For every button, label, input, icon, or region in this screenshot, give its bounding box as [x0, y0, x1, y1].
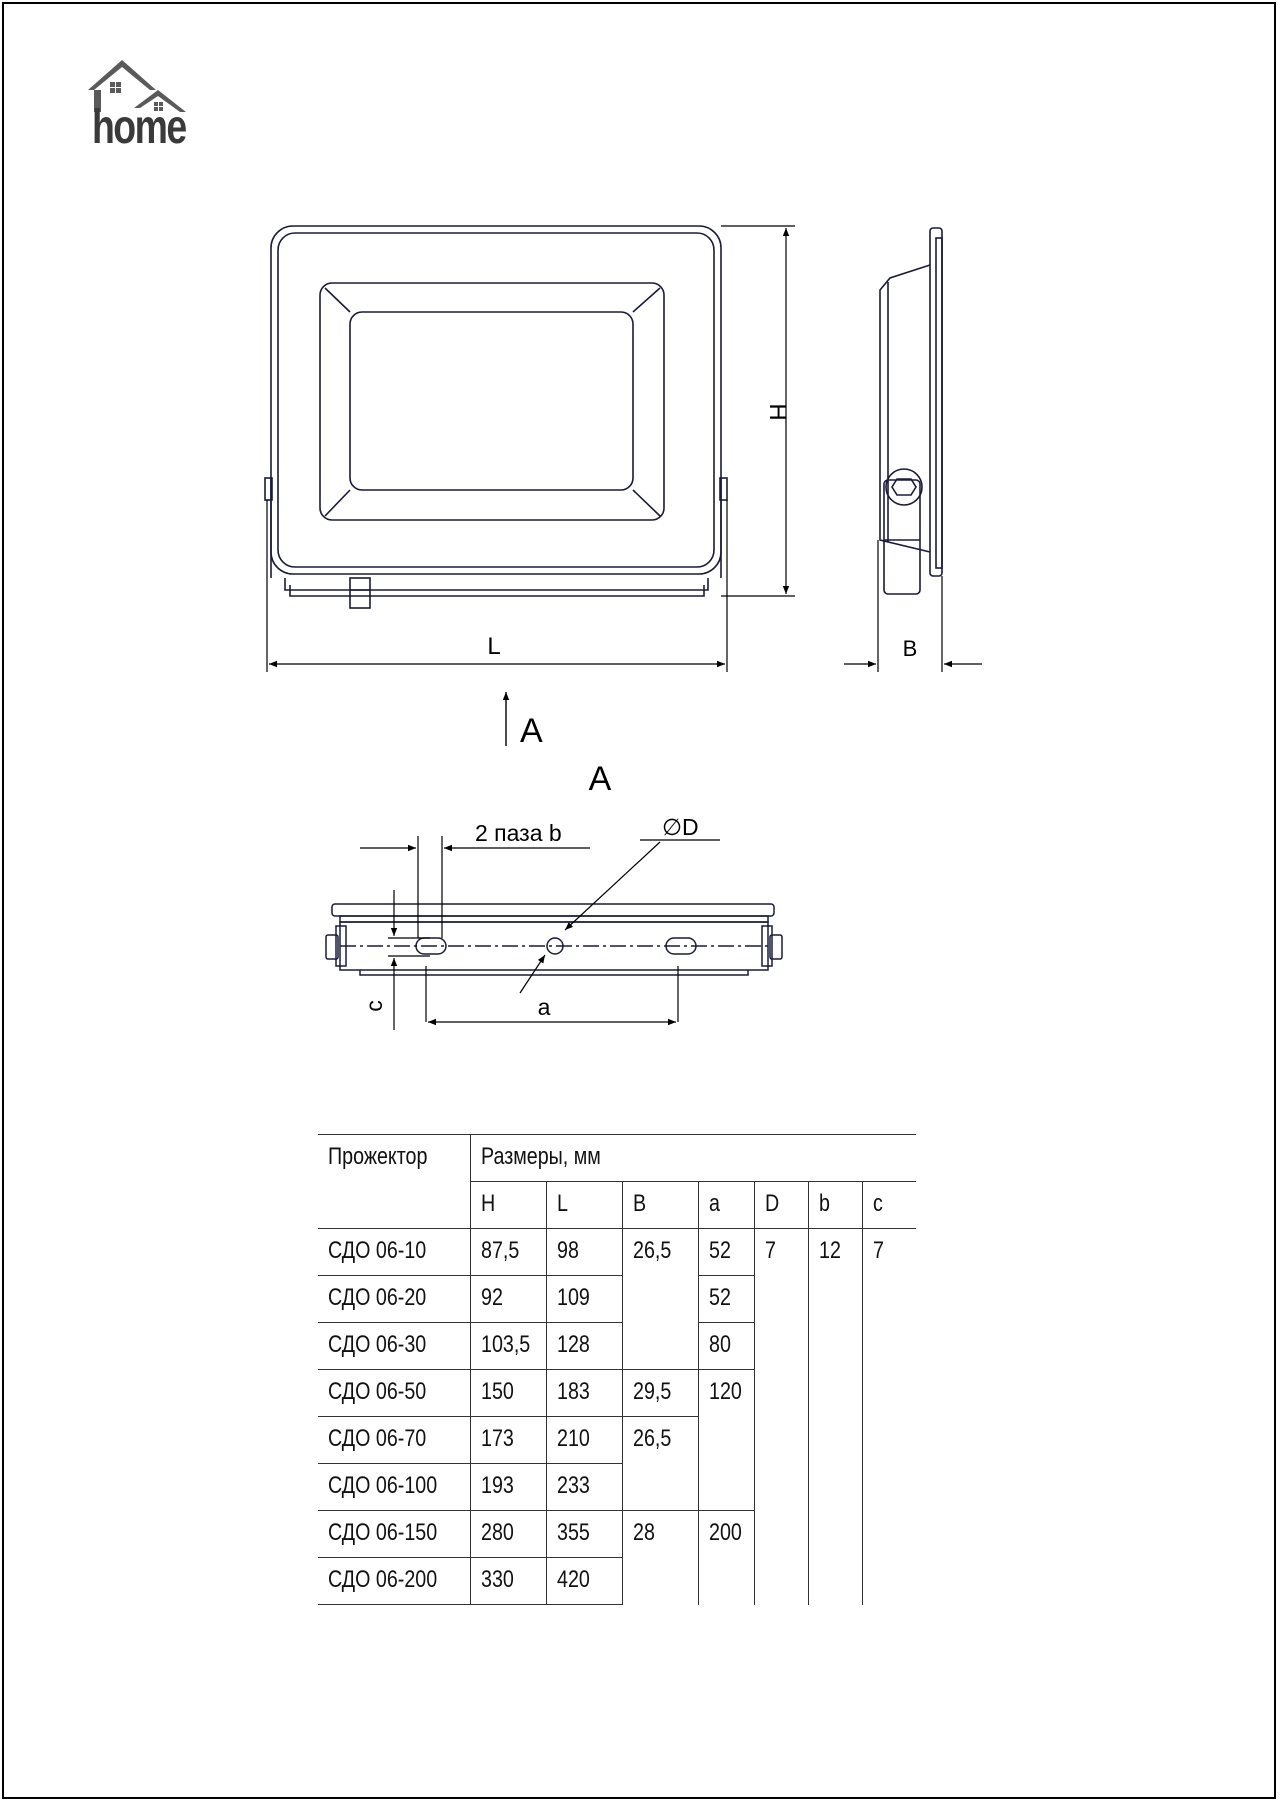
label-slots: 2 паза b — [475, 820, 562, 846]
table-row: СДО 06-100 193 233 — [318, 1464, 916, 1511]
label-c: c — [361, 1000, 387, 1012]
table-row: СДО 06-30 103,5 128 80 — [318, 1323, 916, 1370]
col-H: H — [470, 1182, 546, 1229]
table-row: СДО 06-20 92 109 52 — [318, 1276, 916, 1323]
label-diameter: ∅D — [662, 814, 699, 840]
label-B: B — [902, 636, 918, 661]
header-model: Прожектор — [318, 1135, 470, 1229]
col-b: b — [808, 1182, 862, 1229]
col-a: a — [698, 1182, 754, 1229]
table-row: СДО 06-200 330 420 — [318, 1558, 916, 1605]
table-row: СДО 06-10 87,5 98 26,5 52 7 12 7 — [318, 1229, 916, 1276]
label-L: L — [487, 633, 501, 660]
side-view — [880, 228, 942, 594]
view-title: A — [588, 760, 612, 798]
col-D: D — [754, 1182, 808, 1229]
col-L: L — [546, 1182, 622, 1229]
view-arrow-label: A — [520, 712, 543, 750]
logo-text: home — [92, 101, 186, 154]
header-dims: Размеры, мм — [470, 1135, 916, 1182]
label-a: a — [537, 994, 551, 1020]
col-B: B — [622, 1182, 698, 1229]
table-row: СДО 06-50 150 183 29,5 120 — [318, 1370, 916, 1417]
col-c: c — [862, 1182, 916, 1229]
front-view — [265, 226, 727, 608]
table-row: СДО 06-150 280 355 28 200 — [318, 1511, 916, 1558]
table-row: СДО 06-70 173 210 26,5 — [318, 1417, 916, 1464]
label-H: H — [764, 403, 791, 421]
dimensions-table — [318, 1134, 916, 1605]
